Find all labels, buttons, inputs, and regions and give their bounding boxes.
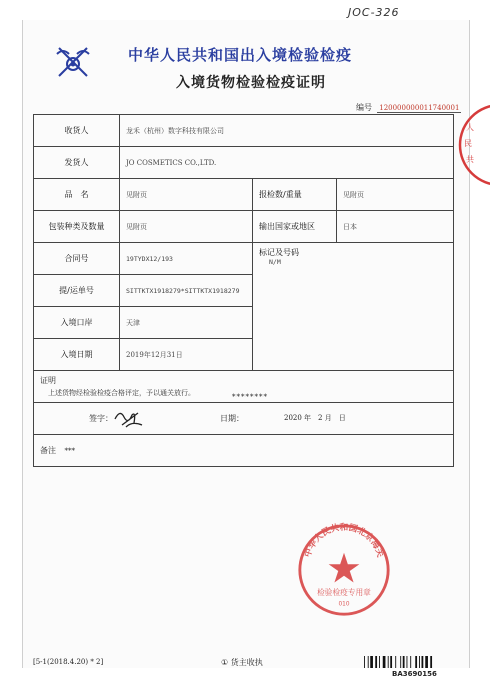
remarks-value: *** [64,447,76,455]
signature-label: 签字： [89,414,113,423]
seal-star-icon [329,553,360,583]
origin-label: 输出国家或地区 [253,211,337,243]
contract-value: 19TYDX12/193 [120,243,253,275]
handwritten-signature [112,405,146,431]
consignee-row [34,115,454,147]
certificate-number-value: 120000000011740001 [379,104,460,112]
partial-seal-edge [452,100,490,190]
goods-value: 见附页 [120,179,253,211]
package-label: 包装种类及数量 [34,211,120,243]
certification-stars: ******** [232,393,268,401]
signature-date-value: 2020 年 2 月 日 [284,414,346,422]
barcode [364,656,454,668]
certification-text: 上述货物经检验检疫合格评定，予以通关放行。 [48,389,195,397]
marks-label: 标记及号码 [259,248,299,257]
consignee-value: 龙禾（杭州）数字科技有限公司 [120,115,454,147]
port-value: 天津 [120,307,253,339]
package-row [34,211,454,243]
seal-outer-text: 中华人民共和国北京海关 [303,522,385,559]
marks-cell [253,243,454,371]
bl-value: SITTKTX1918279*SITTKTX1918279 [120,275,253,307]
contract-row [34,243,454,275]
certification-label: 证明 [40,376,56,385]
consignor-label: 发货人 [34,147,120,179]
seal-inner-text: 检验检疫专用章 [317,587,371,597]
entry-date-label: 入境日期 [34,339,120,371]
certificate-form-table [33,114,454,467]
certification-cell [34,371,454,403]
certification-row [34,371,454,403]
barcode-number: BA3690156 [392,670,437,678]
certificate-number-label: 编号 [356,103,372,112]
quantity-label: 报检数/重量 [253,179,337,211]
consignee-label: 收货人 [34,115,120,147]
seal-code: 010 [338,601,350,608]
svg-text:共: 共 [466,155,474,164]
copy-designation: ① 货主收执 [221,658,263,667]
signature-row [34,403,454,435]
certificate-number [356,102,461,113]
remarks-row [34,435,454,467]
quantity-value: 见附页 [337,179,454,211]
customs-emblem-icon [53,42,93,82]
bl-label: 提/运单号 [34,275,120,307]
consignor-row [34,147,454,179]
remarks-label: 备注 [40,446,56,455]
signature-date-label: 日期： [220,414,244,423]
svg-text:民: 民 [464,139,472,148]
entry-date-value: 2019年12月31日 [120,339,253,371]
goods-row [34,179,454,211]
goods-label: 品 名 [34,179,120,211]
signature-cell [34,403,454,435]
svg-text:人: 人 [466,123,474,132]
document-title-line1: 中华人民共和国出入境检验检疫 [128,46,353,64]
port-label: 入境口岸 [34,307,120,339]
remarks-cell [34,435,454,467]
document-title-line2: 入境货物检验检疫证明 [176,75,326,91]
package-value: 见附页 [120,211,253,243]
origin-value: 日本 [337,211,454,243]
contract-label: 合同号 [34,243,120,275]
handwritten-note: JOC-326 [348,6,400,19]
marks-value: N/M [269,258,281,266]
form-code: [5-1(2018.4.20) * 2] [33,658,104,666]
official-seal [296,522,392,618]
consignor-value: JO COSMETICS CO.,LTD. [120,147,454,179]
